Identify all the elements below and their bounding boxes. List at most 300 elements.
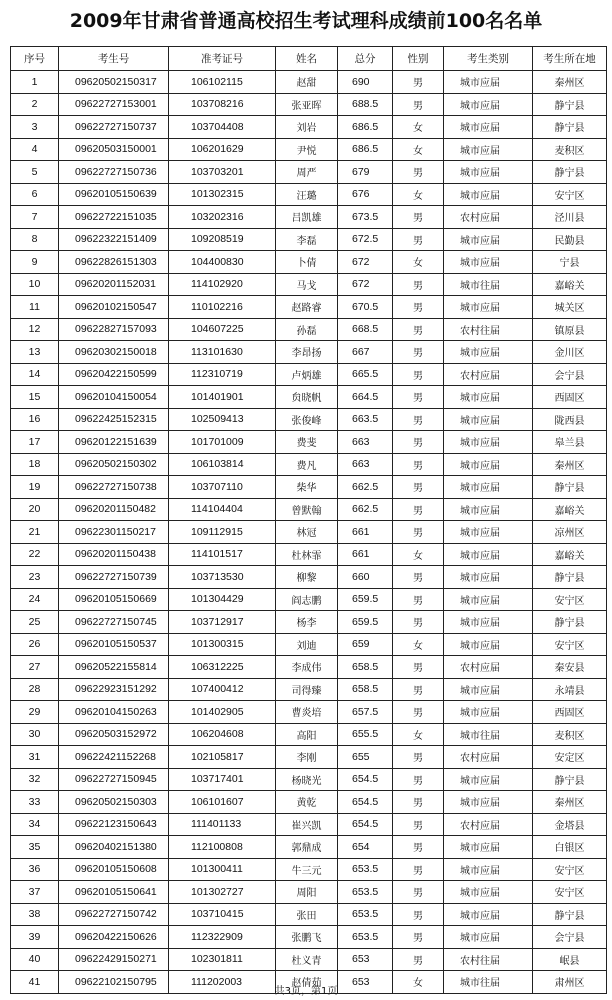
gender-cell: 男: [393, 498, 444, 521]
category-cell: 城市往届: [444, 273, 533, 296]
seq-cell: 24: [11, 588, 59, 611]
score-cell: 673.5: [338, 206, 393, 229]
score-cell: 653: [338, 971, 393, 994]
gender-cell: 男: [393, 813, 444, 836]
name-cell: 阎志鹏: [276, 588, 338, 611]
seq-cell: 4: [11, 138, 59, 161]
location-cell: 秦安县: [533, 656, 607, 679]
location-cell: 安宁区: [533, 858, 607, 881]
name-cell: 刘迪: [276, 633, 338, 656]
table-row: [11, 948, 607, 971]
admission-no-cell: 102301811: [169, 948, 276, 971]
gender-cell: 男: [393, 93, 444, 116]
score-cell: 654.5: [338, 791, 393, 814]
admission-no-cell: 101300411: [169, 858, 276, 881]
candidate-no-cell: 09620422150599: [59, 363, 169, 386]
location-cell: 城关区: [533, 296, 607, 319]
name-cell: 尹悦: [276, 138, 338, 161]
location-cell: 宁县: [533, 251, 607, 274]
table-row: [11, 251, 607, 274]
admission-no-cell: 101304429: [169, 588, 276, 611]
category-cell: 城市应届: [444, 588, 533, 611]
table-row: [11, 408, 607, 431]
candidate-no-cell: 09620104150263: [59, 701, 169, 724]
admission-no-cell: 104607225: [169, 318, 276, 341]
gender-cell: 男: [393, 881, 444, 904]
seq-cell: 30: [11, 723, 59, 746]
candidate-no-cell: 09622727150736: [59, 161, 169, 184]
score-cell: 662.5: [338, 476, 393, 499]
candidate-no-cell: 09622421152268: [59, 746, 169, 769]
header-location: 考生所在地: [533, 47, 607, 71]
name-cell: 吕凯雄: [276, 206, 338, 229]
gender-cell: 男: [393, 453, 444, 476]
score-cell: 653.5: [338, 881, 393, 904]
category-cell: 城市应届: [444, 791, 533, 814]
name-cell: 高阳: [276, 723, 338, 746]
category-cell: 城市应届: [444, 678, 533, 701]
gender-cell: 女: [393, 183, 444, 206]
location-cell: 永靖县: [533, 678, 607, 701]
admission-no-cell: 106204608: [169, 723, 276, 746]
gender-cell: 男: [393, 678, 444, 701]
seq-cell: 10: [11, 273, 59, 296]
gender-cell: 女: [393, 723, 444, 746]
table-row: [11, 183, 607, 206]
candidate-no-cell: 09622102150795: [59, 971, 169, 994]
category-cell: 城市应届: [444, 611, 533, 634]
gender-cell: 男: [393, 273, 444, 296]
candidate-no-cell: 09620105150608: [59, 858, 169, 881]
name-cell: 费斐: [276, 431, 338, 454]
name-cell: 崔兴凯: [276, 813, 338, 836]
gender-cell: 男: [393, 588, 444, 611]
name-cell: 柴华: [276, 476, 338, 499]
score-cell: 654: [338, 836, 393, 859]
gender-cell: 男: [393, 408, 444, 431]
seq-cell: 31: [11, 746, 59, 769]
table-row: [11, 431, 607, 454]
name-cell: 杜林霏: [276, 543, 338, 566]
table-header-row: [11, 47, 607, 71]
candidate-no-cell: 09622827157093: [59, 318, 169, 341]
seq-cell: 17: [11, 431, 59, 454]
admission-no-cell: 103708216: [169, 93, 276, 116]
candidate-no-cell: 09620502150303: [59, 791, 169, 814]
name-cell: 张田: [276, 903, 338, 926]
score-cell: 679: [338, 161, 393, 184]
category-cell: 城市应届: [444, 386, 533, 409]
gender-cell: 男: [393, 948, 444, 971]
candidate-no-cell: 09620102150547: [59, 296, 169, 319]
category-cell: 城市应届: [444, 476, 533, 499]
score-cell: 690: [338, 71, 393, 94]
category-cell: 城市往届: [444, 723, 533, 746]
score-cell: 660: [338, 566, 393, 589]
gender-cell: 男: [393, 566, 444, 589]
candidate-no-cell: 09620402151380: [59, 836, 169, 859]
score-cell: 657.5: [338, 701, 393, 724]
name-cell: 司得臻: [276, 678, 338, 701]
admission-no-cell: 103707110: [169, 476, 276, 499]
score-cell: 655: [338, 746, 393, 769]
admission-no-cell: 102105817: [169, 746, 276, 769]
score-cell: 676: [338, 183, 393, 206]
table-row: [11, 116, 607, 139]
name-cell: 孙磊: [276, 318, 338, 341]
candidate-no-cell: 09622322151409: [59, 228, 169, 251]
seq-cell: 39: [11, 926, 59, 949]
candidate-no-cell: 09620502150317: [59, 71, 169, 94]
admission-no-cell: 112310719: [169, 363, 276, 386]
location-cell: 民勤县: [533, 228, 607, 251]
table-row: [11, 363, 607, 386]
table-row: [11, 543, 607, 566]
gender-cell: 男: [393, 296, 444, 319]
score-cell: 670.5: [338, 296, 393, 319]
results-table: [10, 46, 607, 994]
candidate-no-cell: 09620522155814: [59, 656, 169, 679]
seq-cell: 12: [11, 318, 59, 341]
category-cell: 城市应届: [444, 228, 533, 251]
admission-no-cell: 106201629: [169, 138, 276, 161]
candidate-no-cell: 09620104150054: [59, 386, 169, 409]
seq-cell: 18: [11, 453, 59, 476]
name-cell: 卜倩: [276, 251, 338, 274]
score-cell: 659: [338, 633, 393, 656]
admission-no-cell: 103710415: [169, 903, 276, 926]
gender-cell: 女: [393, 251, 444, 274]
candidate-no-cell: 09620302150018: [59, 341, 169, 364]
table-row: [11, 296, 607, 319]
location-cell: 秦州区: [533, 71, 607, 94]
score-cell: 658.5: [338, 678, 393, 701]
name-cell: 杜义青: [276, 948, 338, 971]
score-cell: 659.5: [338, 588, 393, 611]
table-row: [11, 206, 607, 229]
name-cell: 周阳: [276, 881, 338, 904]
category-cell: 城市应届: [444, 138, 533, 161]
location-cell: 皋兰县: [533, 431, 607, 454]
table-row: [11, 903, 607, 926]
category-cell: 城市应届: [444, 836, 533, 859]
category-cell: 城市应届: [444, 858, 533, 881]
seq-cell: 35: [11, 836, 59, 859]
table-row: [11, 273, 607, 296]
header-seq: 序号: [11, 47, 59, 71]
score-cell: 663.5: [338, 408, 393, 431]
gender-cell: 女: [393, 543, 444, 566]
seq-cell: 5: [11, 161, 59, 184]
location-cell: 安定区: [533, 746, 607, 769]
seq-cell: 8: [11, 228, 59, 251]
candidate-no-cell: 09620422150626: [59, 926, 169, 949]
name-cell: 赵倩茹: [276, 971, 338, 994]
seq-cell: 15: [11, 386, 59, 409]
name-cell: 汪璐: [276, 183, 338, 206]
name-cell: 周严: [276, 161, 338, 184]
gender-cell: 男: [393, 431, 444, 454]
header-candidate-no: 考生号: [59, 47, 169, 71]
candidate-no-cell: 09622301150217: [59, 521, 169, 544]
admission-no-cell: 107400412: [169, 678, 276, 701]
seq-cell: 22: [11, 543, 59, 566]
location-cell: 静宁县: [533, 116, 607, 139]
table-row: [11, 476, 607, 499]
category-cell: 城市应届: [444, 116, 533, 139]
table-row: [11, 498, 607, 521]
table-row: [11, 93, 607, 116]
candidate-no-cell: 09620503152972: [59, 723, 169, 746]
seq-cell: 32: [11, 768, 59, 791]
gender-cell: 女: [393, 138, 444, 161]
gender-cell: 男: [393, 228, 444, 251]
seq-cell: 23: [11, 566, 59, 589]
table-row: [11, 318, 607, 341]
name-cell: 李昂扬: [276, 341, 338, 364]
category-cell: 农村应届: [444, 206, 533, 229]
candidate-no-cell: 09622727150738: [59, 476, 169, 499]
location-cell: 肃州区: [533, 971, 607, 994]
location-cell: 麦积区: [533, 723, 607, 746]
score-cell: 672: [338, 273, 393, 296]
category-cell: 城市应届: [444, 453, 533, 476]
name-cell: 卢炳雄: [276, 363, 338, 386]
gender-cell: 男: [393, 363, 444, 386]
admission-no-cell: 111401133: [169, 813, 276, 836]
location-cell: 嘉峪关: [533, 543, 607, 566]
gender-cell: 男: [393, 476, 444, 499]
gender-cell: 男: [393, 701, 444, 724]
admission-no-cell: 102509413: [169, 408, 276, 431]
header-score: 总分: [338, 47, 393, 71]
gender-cell: 男: [393, 858, 444, 881]
name-cell: 刘岩: [276, 116, 338, 139]
score-cell: 663: [338, 431, 393, 454]
score-cell: 659.5: [338, 611, 393, 634]
score-cell: 653.5: [338, 903, 393, 926]
name-cell: 马戈: [276, 273, 338, 296]
category-cell: 农村往届: [444, 948, 533, 971]
admission-no-cell: 112322909: [169, 926, 276, 949]
name-cell: 杨晓光: [276, 768, 338, 791]
score-cell: 654.5: [338, 768, 393, 791]
seq-cell: 20: [11, 498, 59, 521]
seq-cell: 41: [11, 971, 59, 994]
location-cell: 金塔县: [533, 813, 607, 836]
location-cell: 会宁县: [533, 926, 607, 949]
location-cell: 静宁县: [533, 93, 607, 116]
gender-cell: 男: [393, 521, 444, 544]
category-cell: 城市应届: [444, 341, 533, 364]
admission-no-cell: 101701009: [169, 431, 276, 454]
candidate-no-cell: 09620105150639: [59, 183, 169, 206]
header-admission-no: 准考证号: [169, 47, 276, 71]
location-cell: 嘉峪关: [533, 498, 607, 521]
candidate-no-cell: 09622923151292: [59, 678, 169, 701]
name-cell: 杨李: [276, 611, 338, 634]
seq-cell: 37: [11, 881, 59, 904]
table-row: [11, 453, 607, 476]
score-cell: 686.5: [338, 138, 393, 161]
candidate-no-cell: 09622425152315: [59, 408, 169, 431]
category-cell: 城市应届: [444, 71, 533, 94]
category-cell: 农村应届: [444, 746, 533, 769]
seq-cell: 25: [11, 611, 59, 634]
name-cell: 黄乾: [276, 791, 338, 814]
admission-no-cell: 103704408: [169, 116, 276, 139]
location-cell: 泾川县: [533, 206, 607, 229]
table-row: [11, 926, 607, 949]
candidate-no-cell: 09620105150537: [59, 633, 169, 656]
category-cell: 城市往届: [444, 971, 533, 994]
table-row: [11, 858, 607, 881]
gender-cell: 男: [393, 611, 444, 634]
seq-cell: 6: [11, 183, 59, 206]
category-cell: 城市应届: [444, 296, 533, 319]
category-cell: 城市应届: [444, 521, 533, 544]
name-cell: 赵甜: [276, 71, 338, 94]
candidate-no-cell: 09622727150945: [59, 768, 169, 791]
category-cell: 农村应届: [444, 656, 533, 679]
category-cell: 城市应届: [444, 926, 533, 949]
admission-no-cell: 101300315: [169, 633, 276, 656]
location-cell: 金川区: [533, 341, 607, 364]
header-gender: 性别: [393, 47, 444, 71]
table-row: [11, 836, 607, 859]
admission-no-cell: 101401901: [169, 386, 276, 409]
gender-cell: 男: [393, 903, 444, 926]
candidate-no-cell: 09622727153001: [59, 93, 169, 116]
score-cell: 654.5: [338, 813, 393, 836]
admission-no-cell: 103202316: [169, 206, 276, 229]
candidate-no-cell: 09620502150302: [59, 453, 169, 476]
seq-cell: 33: [11, 791, 59, 814]
category-cell: 城市应届: [444, 903, 533, 926]
candidate-no-cell: 09622727150737: [59, 116, 169, 139]
location-cell: 西固区: [533, 701, 607, 724]
category-cell: 农村应届: [444, 813, 533, 836]
score-cell: 653.5: [338, 858, 393, 881]
candidate-no-cell: 09622123150643: [59, 813, 169, 836]
gender-cell: 男: [393, 768, 444, 791]
score-cell: 655.5: [338, 723, 393, 746]
seq-cell: 13: [11, 341, 59, 364]
score-cell: 661: [338, 543, 393, 566]
candidate-no-cell: 09620201150482: [59, 498, 169, 521]
table-row: [11, 656, 607, 679]
seq-cell: 9: [11, 251, 59, 274]
category-cell: 城市应届: [444, 408, 533, 431]
name-cell: 贠晓帆: [276, 386, 338, 409]
name-cell: 赵路睿: [276, 296, 338, 319]
table-row: [11, 813, 607, 836]
gender-cell: 女: [393, 971, 444, 994]
table-row: [11, 521, 607, 544]
category-cell: 城市应届: [444, 881, 533, 904]
candidate-no-cell: 09622727150745: [59, 611, 169, 634]
admission-no-cell: 101302727: [169, 881, 276, 904]
admission-no-cell: 103713530: [169, 566, 276, 589]
location-cell: 安宁区: [533, 633, 607, 656]
admission-no-cell: 106312225: [169, 656, 276, 679]
location-cell: 静宁县: [533, 611, 607, 634]
table-row: [11, 746, 607, 769]
candidate-no-cell: 09620105150641: [59, 881, 169, 904]
location-cell: 会宁县: [533, 363, 607, 386]
score-cell: 653.5: [338, 926, 393, 949]
seq-cell: 7: [11, 206, 59, 229]
table-row: [11, 341, 607, 364]
name-cell: 张俊峰: [276, 408, 338, 431]
candidate-no-cell: 09620201150438: [59, 543, 169, 566]
name-cell: 张亚晖: [276, 93, 338, 116]
gender-cell: 女: [393, 116, 444, 139]
admission-no-cell: 114101517: [169, 543, 276, 566]
seq-cell: 21: [11, 521, 59, 544]
admission-no-cell: 106101607: [169, 791, 276, 814]
category-cell: 城市应届: [444, 93, 533, 116]
gender-cell: 男: [393, 836, 444, 859]
location-cell: 静宁县: [533, 161, 607, 184]
admission-no-cell: 101402905: [169, 701, 276, 724]
location-cell: 静宁县: [533, 903, 607, 926]
table-row: [11, 161, 607, 184]
name-cell: 曹炎培: [276, 701, 338, 724]
table-row: [11, 566, 607, 589]
admission-no-cell: 114104404: [169, 498, 276, 521]
category-cell: 城市应届: [444, 543, 533, 566]
seq-cell: 34: [11, 813, 59, 836]
location-cell: 秦州区: [533, 791, 607, 814]
admission-no-cell: 114102920: [169, 273, 276, 296]
seq-cell: 1: [11, 71, 59, 94]
score-cell: 672: [338, 251, 393, 274]
name-cell: 柳黎: [276, 566, 338, 589]
candidate-no-cell: 09620122151639: [59, 431, 169, 454]
category-cell: 城市应届: [444, 251, 533, 274]
admission-no-cell: 106103814: [169, 453, 276, 476]
location-cell: 安宁区: [533, 881, 607, 904]
admission-no-cell: 106102115: [169, 71, 276, 94]
name-cell: 郭鼎成: [276, 836, 338, 859]
table-row: [11, 723, 607, 746]
gender-cell: 男: [393, 71, 444, 94]
location-cell: 镇原县: [533, 318, 607, 341]
gender-cell: 男: [393, 318, 444, 341]
gender-cell: 男: [393, 161, 444, 184]
admission-no-cell: 104400830: [169, 251, 276, 274]
name-cell: 李刚: [276, 746, 338, 769]
location-cell: 秦州区: [533, 453, 607, 476]
location-cell: 陇西县: [533, 408, 607, 431]
category-cell: 农村应届: [444, 363, 533, 386]
gender-cell: 男: [393, 206, 444, 229]
seq-cell: 16: [11, 408, 59, 431]
page-title: 2009年甘肃省普通高校招生考试理科成绩前100名名单: [69, 10, 543, 32]
location-cell: 安宁区: [533, 183, 607, 206]
location-cell: 西固区: [533, 386, 607, 409]
gender-cell: 男: [393, 341, 444, 364]
admission-no-cell: 103703201: [169, 161, 276, 184]
location-cell: 静宁县: [533, 768, 607, 791]
seq-cell: 2: [11, 93, 59, 116]
name-cell: 李磊: [276, 228, 338, 251]
name-cell: 费凡: [276, 453, 338, 476]
location-cell: 麦积区: [533, 138, 607, 161]
admission-no-cell: 109208519: [169, 228, 276, 251]
category-cell: 农村往届: [444, 318, 533, 341]
